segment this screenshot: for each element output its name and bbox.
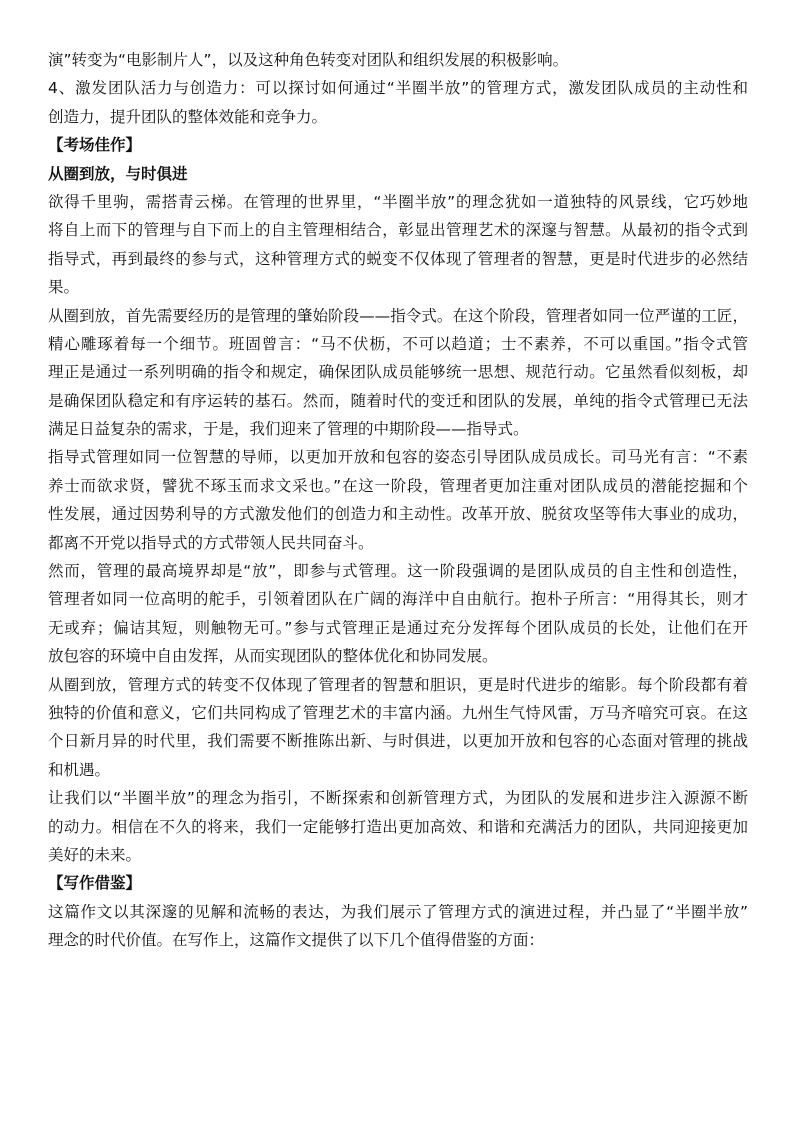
section-heading: 从圈到放，与时俱进: [48, 164, 188, 183]
text-line: 养士而欲求贤，譬犹不琢玉而求文采也。”在这一阶段，管理者更加注重对团队成员的潜能挖掘和个: [48, 476, 748, 495]
text-line: 创造力，提升团队的整体效能和竞争力。: [48, 107, 328, 126]
text-line: 的动力。相信在不久的将来，我们一定能够打造出更加高效、和谐和充满活力的团队，共同迎接更加: [48, 817, 748, 836]
section-heading: 【考场佳作】: [48, 136, 142, 155]
document-page: [48, 46, 748, 955]
text-line: 将自上而下的管理与自下而上的自主管理相结合，彰显出管理艺术的深邃与智慧。从最初的指令式到: [48, 221, 748, 240]
text-line: 独特的价值和意义，它们共同构成了管理艺术的丰富内涵。九州生气恃风雷，万马齐喑究可哀。在这: [48, 703, 748, 722]
text-line: 放包容的环境中自由发挥，从而实现团队的整体优化和协同发展。: [48, 647, 498, 666]
text-line: 理念的时代价值。在写作上，这篇作文提供了以下几个值得借鉴的方面：: [48, 931, 545, 950]
text-line: 指导式，再到最终的参与式，这种管理方式的蜕变不仅体现了管理者的智慧，更是时代进步的必然结: [48, 249, 748, 268]
text-line: 从圈到放，首先需要经历的是管理的肇始阶段——指令式。在这个阶段，管理者如同一位严谨的工匠，: [48, 306, 748, 325]
text-line: 指导式管理如同一位智慧的导师，以更加开放和包容的姿态引导团队成员成长。司马光有言：“不素: [48, 448, 748, 467]
text-line: 理正是通过一系列明确的指令和规定，确保团队成员能够统一思想、规范行动。它虽然看似刻板，却: [48, 363, 748, 382]
text-line: 管理者如同一位高明的舵手，引领着团队在广阔的海洋中自由航行。抱朴子所言：“用得其长，则才: [48, 590, 748, 609]
text-line: 美好的未来。: [48, 845, 142, 864]
text-line: 和机遇。: [48, 760, 111, 779]
text-line: 都离不开党以指导式的方式带领人民共同奋斗。: [48, 533, 374, 552]
text-line: 欲得千里驹，需搭青云梯。在管理的世界里，“半圈半放”的理念犹如一道独特的风景线，它巧妙地: [48, 192, 748, 211]
text-line: 果。: [48, 278, 80, 297]
section-heading: 【写作借鉴】: [48, 874, 142, 893]
text-line: 个日新月异的时代里，我们需要不断推陈出新、与时俱进，以更加开放和包容的心态面对管理的挑战: [48, 732, 748, 751]
text-line: 演”转变为“电影制片人”，以及这种角色转变对团队和组织发展的积极影响。: [48, 51, 569, 69]
text-line: 从圈到放，管理方式的转变不仅体现了管理者的智慧和胆识，更是时代进步的缩影。每个阶段都有着: [48, 675, 748, 694]
text-line: 精心雕琢着每一个细节。班固曾言：“马不伏枥，不可以趋道；士不素养，不可以重国。”指令式管: [48, 334, 748, 353]
text-line: 这篇作文以其深邃的见解和流畅的表达，为我们展示了管理方式的演进过程，并凸显了“半圈半放”: [48, 902, 748, 921]
text-line: 是确保团队稳定和有序运转的基石。然而，随着时代的变迁和团队的发展，单纯的指令式管理已无法: [48, 391, 748, 410]
text-line: 4、激发团队活力与创造力：可以探讨如何通过“半圈半放”的管理方式，激发团队成员的主动性和: [48, 79, 748, 98]
text-line: 无或弃；偏诘其短，则触物无可。”参与式管理正是通过充分发挥每个团队成员的长处，让他们在开: [48, 618, 748, 637]
text-line: 让我们以“半圈半放”的理念为指引，不断探索和创新管理方式，为团队的发展和进步注入源源不断: [48, 789, 748, 808]
text-line: 然而，管理的最高境界却是“放”，即参与式管理。这一阶段强调的是团队成员的自主性和创造性，: [48, 562, 748, 581]
text-line: 满足日益复杂的需求，于是，我们迎来了管理的中期阶段——指导式。: [48, 420, 529, 439]
text-line: 性发展，通过因势利导的方式激发他们的创造力和主动性。改革开放、脱贫攻坚等伟大事业的成功，: [48, 505, 748, 524]
